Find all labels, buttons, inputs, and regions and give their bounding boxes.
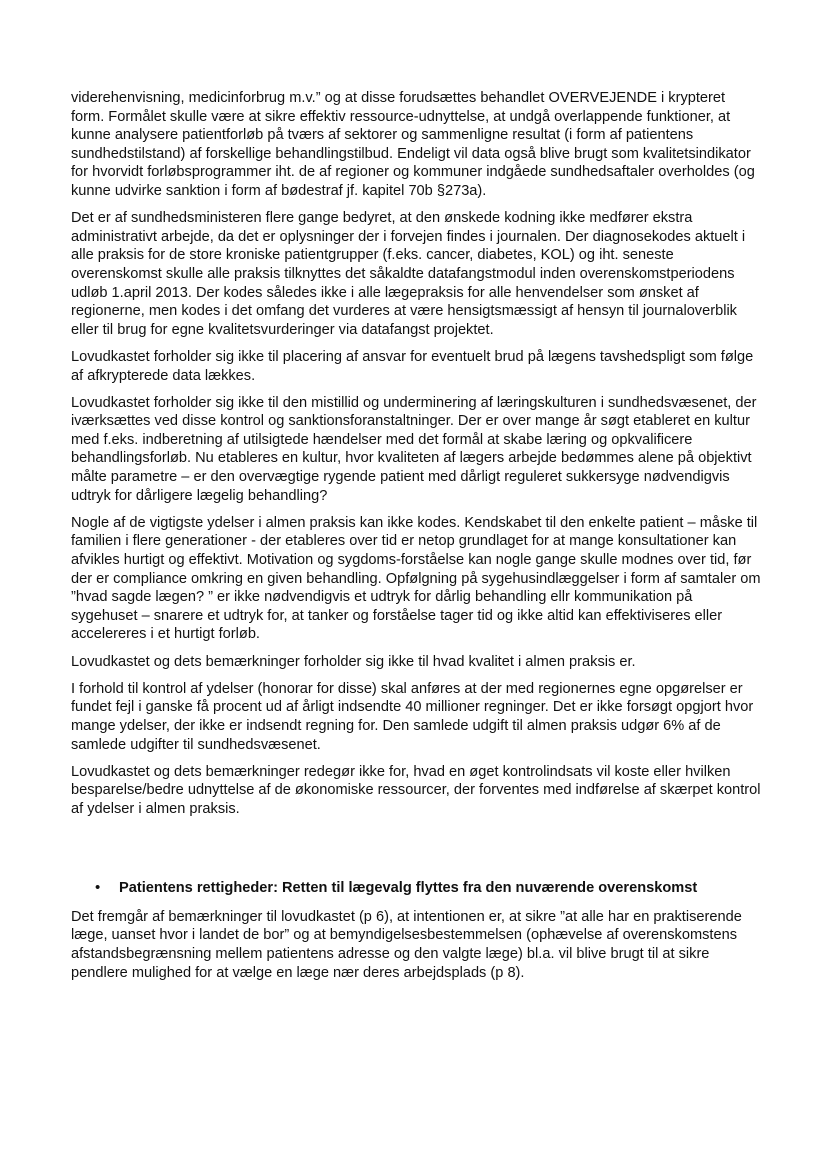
paragraph-4: Lovudkastet forholder sig ikke til den mistillid og underminering af læringskulturen i sundhedsvæsenet, der iværksættes ved disse kontrol og sanktionsforanstaltninger. Der er over mange år søgt etableret en kultur med f.eks. indberetning af utilsigtede hændelser med det formål at skabe læring og opkvalificere behandlingsforløb. Nu etableres en kultur, hvor kvaliteten af lægers arbejde bedømmes alene på objektivt målte parametre – er den overvægtige rygende patient med dårligt reguleret sukkersyge nødvendigvis udtryk for dårligere lægelig behandling? bbox=[71, 394, 757, 504]
paragraph-7: I forhold til kontrol af ydelser (honorar for disse) skal anføres at der med regionernes egne opgørelser er fundet fejl i ganske få procent ud af årligt indsendte 40 millioner regninger. Det er ikke forsøgt opgjort hvor mange ydelser, der ikke er indsendt regning for. Den samlede udgift til almen praksis udgør 6% af de samlede udgifter til sundhedsvæsenet. bbox=[71, 680, 754, 753]
paragraph-6: Lovudkastet og dets bemærkninger forholder sig ikke til hvad kvalitet i almen praksis er. bbox=[71, 653, 636, 670]
final-paragraph: Det fremgår af bemærkninger til lovudkastet (p 6), at intentionen er, at sikre ”at alle har en praktiserende læge, uanset hvor i landet de bor” og at bemyndigelsesbestemmelsen (ophævelse af overenskomstens afstandsbegrænsning mellem patientens adresse og den valgte læge) bl.a. vil blive brugt til at sikre pendlere mulighed for at vælge en læge nær deres arbejdsplads (p 8). bbox=[71, 908, 742, 981]
paragraph-1: viderehenvisning, medicinforbrug m.v.” og at disse forudsættes behandlet OVERVEJENDE i krypteret form. Formålet skulle være at sikre effektiv ressource-udnyttelse, at undgå overlappende funktioner, at kunne analysere patientforløb på tværs af sektorer og sammenligne resultat (i form af patientens sundhedstilstand) af forskellige behandlingstilbud. Endeligt vil data også blive brugt som kvalitetsindikator for hvorvidt forløbsprogrammer iht. de af regioner og kommuner indgåede sundhedsaftaler overholdes (og kunne udvirke sanktion i form af bødestraf jf. kapitel 70b §273a). bbox=[71, 90, 755, 199]
bullet-icon: • bbox=[95, 879, 101, 897]
section-heading bbox=[71, 879, 761, 898]
paragraph-3: Lovudkastet forholder sig ikke til placering af ansvar for eventuelt brud på lægens tavshedspligt som følge af afkrypterede data lækkes. bbox=[71, 348, 754, 384]
document-page bbox=[71, 89, 761, 991]
paragraph-8: Lovudkastet og dets bemærkninger redegør ikke for, hvad en øget kontrolindsats vil koste eller hvilken besparelse/bedre udnyttelse af de økonomiske ressourcer, der forventes med indførelse af skærpet kontrol af ydelser i almen praksis. bbox=[71, 763, 761, 817]
section-heading-text: Patientens rettigheder: Retten til lægevalg flyttes fra den nuværende overenskomst bbox=[119, 880, 698, 897]
paragraph-2: Det er af sundhedsministeren flere gange bedyret, at den ønskede kodning ikke medfører ekstra administrativt arbejde, da det er oplysninger der i forvejen findes i journalen. Der diagnosekodes aktuelt i alle praksis for de store kroniske patientgrupper (f.eks. cancer, diabetes, KOL) og iht. seneste overenskomst skulle alle praksis tilknyttes det såkaldte datafangstmodul inden overenskomstperiodens udløb 1.april 2013. Der kodes således ikke i alle lægepraksis for alle henvendelser som ønsket af regionerne, men kodes i det omfang det vurderes at være hensigtsmæssigt af hensyn til journaloverblik eller til brug for egne kvalitetsvurderinger via datafangst projektet. bbox=[71, 210, 746, 338]
section-spacer bbox=[71, 827, 761, 879]
paragraph-5: Nogle af de vigtigste ydelser i almen praksis kan ikke kodes. Kendskabet til den enkelte patient – måske til familien i flere generationer - der etableres over tid er netop grundlaget for at mange konsultationer kan afvikles hurtigt og effektivt. Motivation og sygdoms-forståelse kan nogle gange skulle modnes over tid, før der er compliance omkring en given behandling. Opfølgning på sygehusindlæggelser i form af samtaler om ”hvad sagde lægen? ” er ikke nødvendigvis et udtryk for dårlig behandling ellr kommunikation på sygehuset – snarere et udtryk for, at tanker og forståelse tager tid og ikke altid kan effektiviseres eller accelereres i et hurtigt forløb. bbox=[71, 514, 761, 643]
